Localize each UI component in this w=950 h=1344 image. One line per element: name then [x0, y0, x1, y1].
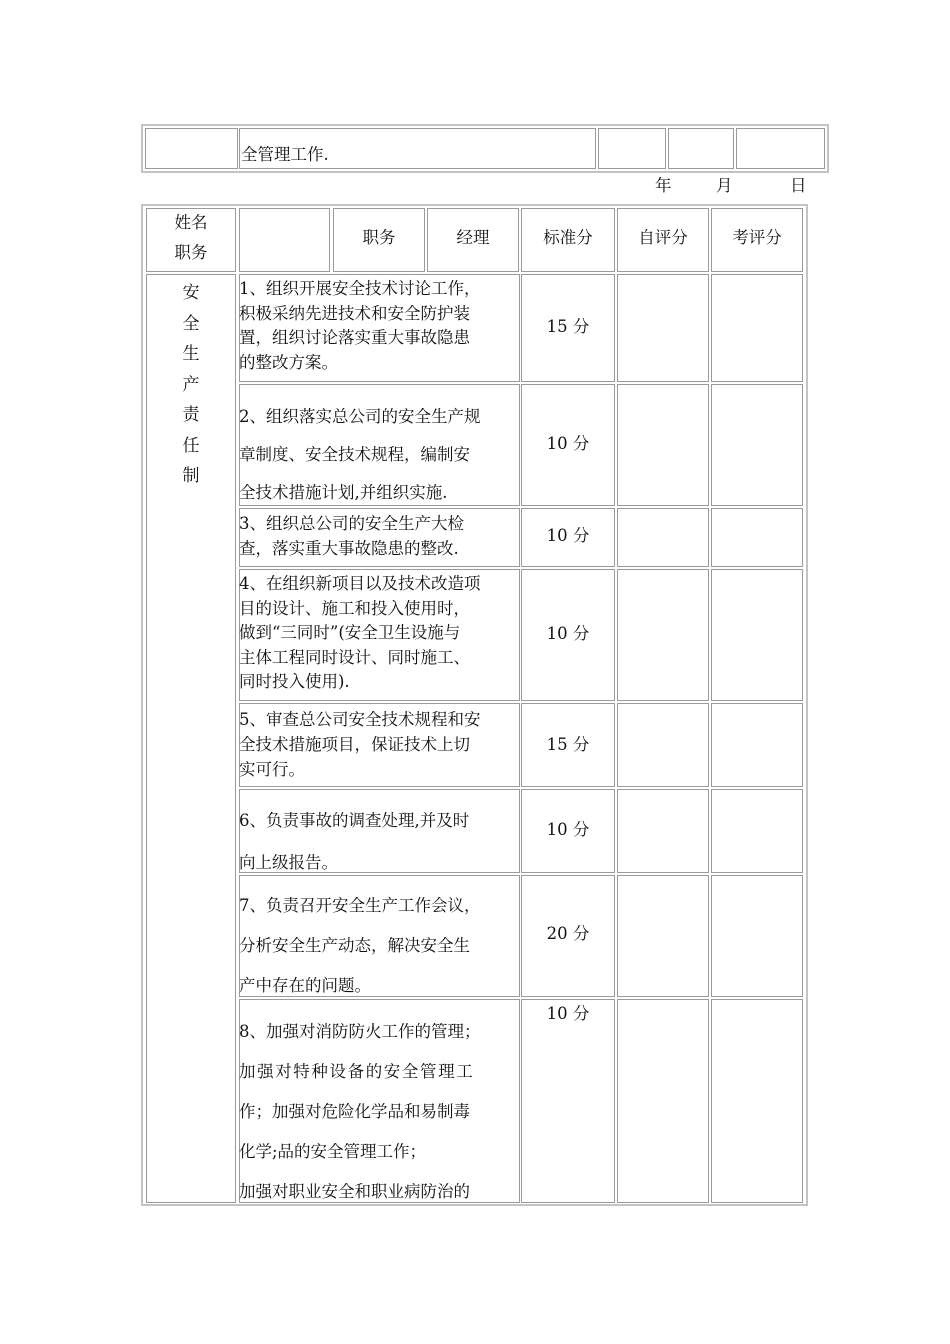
self-score-cell	[617, 789, 709, 873]
item-line: 加强对特种设备的安全管理工	[239, 1062, 475, 1081]
item-line: 全技术措施项目，保证技术上切	[239, 735, 470, 754]
item-line: 7、负责召开安全生产工作会议，	[239, 896, 481, 915]
item-line: 产中存在的问题。	[239, 976, 371, 995]
item-line: 4、在组织新项目以及技术改造项	[239, 574, 481, 593]
top-cell-1	[145, 128, 238, 169]
review-score-cell	[711, 569, 803, 701]
self-score-cell	[617, 274, 709, 382]
category-char: 产	[182, 374, 200, 395]
category-char: 全	[182, 313, 200, 334]
header-position-label: 职务	[362, 228, 396, 247]
item-text-5	[239, 707, 522, 782]
category-label	[146, 278, 236, 492]
standard-score-value: 10 分	[546, 526, 590, 545]
review-score-cell	[711, 999, 803, 1203]
top-cell-3	[598, 128, 666, 169]
item-line: 同时投入使用).	[239, 672, 350, 691]
top-table-text: 全管理工作.	[241, 145, 329, 164]
item-line: 目的设计、施工和投入使用时，	[239, 598, 470, 618]
item-line: 5、审查总公司安全技术规程和安	[239, 710, 481, 729]
self-score-cell	[617, 999, 709, 1203]
header-cell-empty	[239, 208, 330, 272]
standard-score-value: 10 分	[546, 1004, 590, 1023]
header-position-label-left: 职务	[174, 243, 208, 262]
item-line: 分析安全生产动态，解决安全生	[239, 936, 470, 955]
category-char: 责	[182, 405, 200, 425]
standard-score-value: 20 分	[546, 924, 590, 943]
header-name-label: 姓名	[174, 213, 208, 232]
header-position-value: 经理	[456, 228, 490, 247]
category-char: 任	[182, 435, 200, 456]
item-text-4	[239, 572, 522, 695]
item-line: 3、组织总公司的安全生产大检	[239, 514, 464, 533]
item-line: 向上级报告。	[239, 853, 338, 872]
standard-score-value: 15 分	[546, 317, 590, 336]
date-day: 日	[790, 176, 807, 195]
self-score-cell	[617, 703, 709, 787]
category-char: 生	[182, 344, 200, 364]
review-score-cell	[711, 789, 803, 873]
top-cell-5	[736, 128, 825, 169]
item-line: 8、加强对消防防火工作的管理；	[239, 1022, 481, 1041]
standard-score-value: 10 分	[546, 820, 590, 839]
score-cell	[521, 999, 615, 1203]
item-line: 章制度、安全技术规程，编制安	[239, 445, 470, 464]
date-month: 月	[716, 176, 733, 195]
standard-score-value: 15 分	[546, 735, 590, 754]
item-text-3	[239, 511, 522, 561]
item-line: 的整改方案。	[239, 352, 338, 372]
self-score-cell	[617, 569, 709, 701]
date-year: 年	[655, 176, 672, 195]
review-score-cell	[711, 508, 803, 567]
item-line: 积极采纳先进技术和安全防护装	[239, 303, 470, 323]
item-line: 查，落实重大事故隐患的整改.	[239, 539, 459, 558]
item-line: 置，组织讨论落实重大事故隐患	[239, 328, 470, 347]
review-score-cell	[711, 384, 803, 506]
self-score-cell	[617, 508, 709, 567]
item-line: 作；加强对危险化学品和易制毒	[239, 1102, 470, 1121]
standard-score-value: 10 分	[546, 624, 590, 643]
item-text-6	[239, 800, 522, 884]
item-text-1	[239, 277, 522, 375]
review-score-cell	[711, 274, 803, 382]
header-standard-score: 标准分	[543, 228, 593, 247]
standard-score-value: 10 分	[546, 434, 590, 453]
item-text-2	[239, 398, 522, 512]
header-self-score: 自评分	[638, 228, 688, 247]
item-line: 主体工程同时设计、同时施工、	[239, 647, 470, 667]
item-line: 1、组织开展安全技术讨论工作，	[239, 279, 481, 298]
item-line: 全技术措施计划,并组织实施.	[239, 483, 448, 502]
item-line: 6、负责事故的调查处理,并及时	[239, 811, 470, 830]
review-score-cell	[711, 875, 803, 997]
item-line: 化学;品的安全管理工作；	[239, 1142, 427, 1161]
category-char: 制	[182, 466, 200, 486]
review-score-cell	[711, 703, 803, 787]
category-char: 安	[182, 283, 200, 303]
item-text-7	[239, 886, 522, 1006]
item-line: 加强对职业安全和职业病防治的	[239, 1182, 470, 1201]
item-line: 2、组织落实总公司的安全生产规	[239, 407, 481, 426]
header-review-score: 考评分	[732, 228, 782, 247]
item-line: 实可行。	[239, 760, 305, 779]
top-cell-4	[668, 128, 734, 169]
self-score-cell	[617, 875, 709, 997]
item-line: 做到“三同时”(安全卫生设施与	[239, 623, 461, 642]
item-text-8	[239, 1012, 522, 1212]
self-score-cell	[617, 384, 709, 506]
